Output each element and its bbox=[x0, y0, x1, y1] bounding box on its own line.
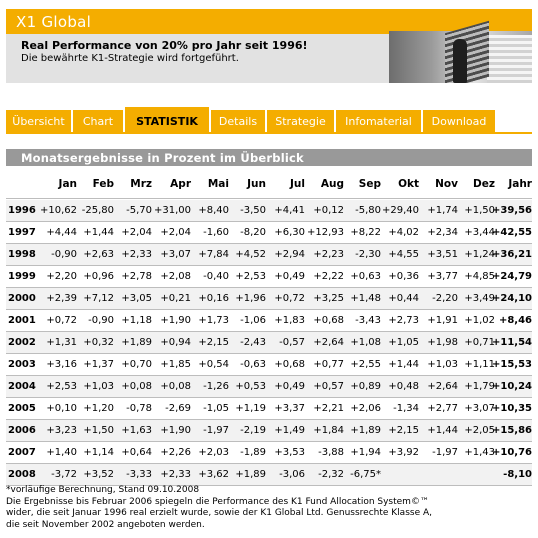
year-total-cell: +10,24 bbox=[491, 381, 532, 392]
row-year: 1997 bbox=[8, 227, 36, 238]
year-total-cell: +15,53 bbox=[491, 359, 532, 370]
month-value-cell: +2,64 bbox=[427, 381, 458, 392]
row-year: 2004 bbox=[8, 381, 36, 392]
month-value-cell: -1,60 bbox=[203, 227, 229, 238]
month-value-cell: +3,23 bbox=[46, 425, 77, 436]
year-total-cell: +10,76 bbox=[491, 447, 532, 458]
month-value-cell: -1,26 bbox=[203, 381, 229, 392]
month-value-cell: +0,16 bbox=[198, 293, 229, 304]
footnote-line: die seit November 2002 angeboten werden. bbox=[6, 519, 205, 530]
month-value-cell: +1,63 bbox=[121, 425, 152, 436]
month-value-cell: +1,19 bbox=[235, 403, 266, 414]
month-value-cell: -3,50 bbox=[240, 205, 266, 216]
month-value-cell: +4,52 bbox=[235, 249, 266, 260]
month-value-cell: -1,06 bbox=[240, 315, 266, 326]
column-header: Apr bbox=[170, 178, 191, 190]
month-value-cell: +1,43 bbox=[464, 447, 495, 458]
month-value-cell: +3,05 bbox=[121, 293, 152, 304]
month-value-cell: -3,33 bbox=[126, 469, 152, 480]
month-value-cell: +0,77 bbox=[313, 359, 344, 370]
month-value-cell: -0,90 bbox=[51, 249, 77, 260]
row-year: 2008 bbox=[8, 469, 36, 480]
row-year: 2005 bbox=[8, 403, 36, 414]
month-value-cell: +1,98 bbox=[427, 337, 458, 348]
header-divider bbox=[6, 198, 532, 199]
month-value-cell: +1,90 bbox=[160, 315, 191, 326]
year-total-cell: +39,56 bbox=[491, 205, 532, 216]
year-total-cell: +11,54 bbox=[491, 337, 532, 348]
month-value-cell: +1,84 bbox=[313, 425, 344, 436]
month-value-cell: +1,89 bbox=[121, 337, 152, 348]
month-value-cell: +0,57 bbox=[313, 381, 344, 392]
month-value-cell: +2,78 bbox=[121, 271, 152, 282]
month-value-cell: +0,70 bbox=[121, 359, 152, 370]
month-value-cell: +2,22 bbox=[313, 271, 344, 282]
column-header: Jan bbox=[58, 178, 77, 190]
footnote bbox=[6, 485, 536, 531]
year-total-cell: +8,46 bbox=[498, 315, 532, 326]
row-year: 2001 bbox=[8, 315, 36, 326]
row-year: 1998 bbox=[8, 249, 36, 260]
month-value-cell: +1,49 bbox=[274, 425, 305, 436]
row-year: 1996 bbox=[8, 205, 36, 216]
month-value-cell: +2,39 bbox=[46, 293, 77, 304]
month-value-cell: +0,63 bbox=[350, 271, 381, 282]
month-value-cell: +1,89 bbox=[235, 469, 266, 480]
month-value-cell: +3,49 bbox=[464, 293, 495, 304]
month-value-cell: -6,75* bbox=[350, 469, 381, 480]
month-value-cell: +2,53 bbox=[235, 271, 266, 282]
month-value-cell: +0,08 bbox=[160, 381, 191, 392]
month-value-cell: +2,26 bbox=[160, 447, 191, 458]
tab-statistik[interactable]: STATISTIK bbox=[125, 107, 209, 132]
month-value-cell: +3,07 bbox=[464, 403, 495, 414]
footnote-line: Die Ergebnisse bis Februar 2006 spiegeln die Performance des K1 Fund Allocation System©™ bbox=[6, 496, 429, 507]
column-header: Jul bbox=[290, 178, 305, 190]
month-value-cell: +8,40 bbox=[198, 205, 229, 216]
month-value-cell: -1,97 bbox=[203, 425, 229, 436]
month-value-cell: +2,21 bbox=[313, 403, 344, 414]
tab-download[interactable]: Download bbox=[423, 110, 495, 132]
month-value-cell: +1,37 bbox=[83, 359, 114, 370]
month-value-cell: +0,36 bbox=[388, 271, 419, 282]
month-value-cell: +0,44 bbox=[388, 293, 419, 304]
month-value-cell: +2,08 bbox=[160, 271, 191, 282]
row-year: 1999 bbox=[8, 271, 36, 282]
month-value-cell: +1,03 bbox=[427, 359, 458, 370]
month-value-cell: +0,94 bbox=[160, 337, 191, 348]
month-value-cell: +3,62 bbox=[198, 469, 229, 480]
row-year: 2006 bbox=[8, 425, 36, 436]
month-value-cell: +1,50 bbox=[464, 205, 495, 216]
column-header: Jun bbox=[247, 178, 266, 190]
month-value-cell: +1,83 bbox=[274, 315, 305, 326]
month-value-cell: +0,21 bbox=[160, 293, 191, 304]
month-value-cell: +3,07 bbox=[160, 249, 191, 260]
tab-underline bbox=[6, 132, 532, 134]
month-value-cell: +1,24 bbox=[464, 249, 495, 260]
column-header: Mrz bbox=[130, 178, 152, 190]
month-value-cell: +1,31 bbox=[46, 337, 77, 348]
column-header: Nov bbox=[435, 178, 458, 190]
column-header: Okt bbox=[398, 178, 419, 190]
header-photo bbox=[389, 9, 532, 83]
month-value-cell: +0,12 bbox=[313, 205, 344, 216]
month-value-cell: +0,64 bbox=[121, 447, 152, 458]
month-value-cell: +1,85 bbox=[160, 359, 191, 370]
month-value-cell: +3,51 bbox=[427, 249, 458, 260]
headline: Real Performance von 20% pro Jahr seit 1996! bbox=[21, 39, 308, 52]
month-value-cell: -3,43 bbox=[355, 315, 381, 326]
month-value-cell: +1,73 bbox=[198, 315, 229, 326]
month-value-cell: +0,10 bbox=[46, 403, 77, 414]
month-value-cell: +0,08 bbox=[121, 381, 152, 392]
month-value-cell: -1,34 bbox=[393, 403, 419, 414]
section-title: Monatsergebnisse in Prozent im Überblick bbox=[21, 151, 304, 165]
month-value-cell: -1,05 bbox=[203, 403, 229, 414]
month-value-cell: -3,72 bbox=[51, 469, 77, 480]
column-header: Mai bbox=[207, 178, 229, 190]
month-value-cell: +2,55 bbox=[350, 359, 381, 370]
month-value-cell: +2,53 bbox=[46, 381, 77, 392]
month-value-cell: +1,20 bbox=[83, 403, 114, 414]
month-value-cell: +3,37 bbox=[274, 403, 305, 414]
subline: Die bewährte K1-Strategie wird fortgeführt. bbox=[21, 53, 239, 64]
month-value-cell: -5,80 bbox=[355, 205, 381, 216]
tab-strategie[interactable]: Strategie bbox=[267, 110, 334, 132]
month-value-cell: +2,77 bbox=[427, 403, 458, 414]
month-value-cell: +1,40 bbox=[46, 447, 77, 458]
month-value-cell: +1,14 bbox=[83, 447, 114, 458]
month-value-cell: +1,50 bbox=[83, 425, 114, 436]
month-value-cell: +31,00 bbox=[153, 205, 191, 216]
month-value-cell: +2,34 bbox=[427, 227, 458, 238]
month-value-cell: +29,40 bbox=[381, 205, 419, 216]
month-value-cell: +2,33 bbox=[121, 249, 152, 260]
month-value-cell: +0,53 bbox=[235, 381, 266, 392]
column-header: Jahr bbox=[508, 178, 532, 190]
month-value-cell: -2,20 bbox=[432, 293, 458, 304]
month-value-cell: +2,33 bbox=[160, 469, 191, 480]
month-value-cell: -2,43 bbox=[240, 337, 266, 348]
photo-person bbox=[453, 39, 467, 83]
footnote-line: *vorläufige Berechnung, Stand 09.10.2008 bbox=[6, 485, 200, 495]
month-value-cell: -1,97 bbox=[432, 447, 458, 458]
month-value-cell: +0,96 bbox=[83, 271, 114, 282]
month-value-cell: +2,06 bbox=[350, 403, 381, 414]
year-total-cell: +36,21 bbox=[491, 249, 532, 260]
month-value-cell: -0,57 bbox=[279, 337, 305, 348]
month-value-cell: +6,30 bbox=[274, 227, 305, 238]
month-value-cell: +4,55 bbox=[388, 249, 419, 260]
column-header: Sep bbox=[358, 178, 381, 190]
month-value-cell: -2,19 bbox=[240, 425, 266, 436]
month-value-cell: +0,48 bbox=[388, 381, 419, 392]
month-value-cell: +8,22 bbox=[350, 227, 381, 238]
year-total-cell: -8,10 bbox=[503, 469, 532, 480]
month-value-cell: +0,68 bbox=[313, 315, 344, 326]
row-year: 2002 bbox=[8, 337, 36, 348]
month-value-cell: +1,44 bbox=[83, 227, 114, 238]
month-value-cell: +1,94 bbox=[350, 447, 381, 458]
month-value-cell: +0,72 bbox=[46, 315, 77, 326]
month-value-cell: -0,78 bbox=[126, 403, 152, 414]
month-value-cell: +0,89 bbox=[350, 381, 381, 392]
month-value-cell: +0,72 bbox=[274, 293, 305, 304]
month-value-cell: +3,16 bbox=[46, 359, 77, 370]
month-value-cell: -3,88 bbox=[318, 447, 344, 458]
month-value-cell: +0,49 bbox=[274, 381, 305, 392]
month-value-cell: +1,74 bbox=[427, 205, 458, 216]
column-header: Aug bbox=[320, 178, 344, 190]
month-value-cell: +2,15 bbox=[198, 337, 229, 348]
year-total-cell: +42,55 bbox=[491, 227, 532, 238]
month-value-cell: +3,52 bbox=[83, 469, 114, 480]
month-value-cell: +2,15 bbox=[388, 425, 419, 436]
row-year: 2007 bbox=[8, 447, 36, 458]
month-value-cell: -0,63 bbox=[240, 359, 266, 370]
month-value-cell: +1,89 bbox=[350, 425, 381, 436]
row-year: 2000 bbox=[8, 293, 36, 304]
month-value-cell: +1,08 bbox=[350, 337, 381, 348]
month-value-cell: +4,02 bbox=[388, 227, 419, 238]
footnote-line: wider, die seit Januar 1996 real erzielt wurde, sowie der K1 Global Ltd. Genussrechte Klasse A, bbox=[6, 508, 432, 518]
month-value-cell: -2,32 bbox=[318, 469, 344, 480]
month-value-cell: -2,69 bbox=[165, 403, 191, 414]
month-value-cell: +0,49 bbox=[274, 271, 305, 282]
month-value-cell: -25,80 bbox=[81, 205, 114, 216]
month-value-cell: +1,02 bbox=[464, 315, 495, 326]
month-value-cell: +1,11 bbox=[464, 359, 495, 370]
month-value-cell: +1,44 bbox=[427, 425, 458, 436]
month-value-cell: +3,92 bbox=[388, 447, 419, 458]
month-value-cell: +3,44 bbox=[464, 227, 495, 238]
month-value-cell: -3,06 bbox=[279, 469, 305, 480]
month-value-cell: +2,03 bbox=[198, 447, 229, 458]
month-value-cell: +2,94 bbox=[274, 249, 305, 260]
month-value-cell: +1,96 bbox=[235, 293, 266, 304]
tab-details[interactable]: Details bbox=[211, 110, 265, 132]
month-value-cell: +2,63 bbox=[83, 249, 114, 260]
month-value-cell: +0,68 bbox=[274, 359, 305, 370]
month-value-cell: +4,85 bbox=[464, 271, 495, 282]
month-value-cell: +2,64 bbox=[313, 337, 344, 348]
row-year: 2003 bbox=[8, 359, 36, 370]
tab-uebersicht[interactable]: Übersicht bbox=[6, 110, 71, 132]
month-value-cell: +7,12 bbox=[83, 293, 114, 304]
month-value-cell: +4,44 bbox=[46, 227, 77, 238]
month-value-cell: +1,90 bbox=[160, 425, 191, 436]
month-value-cell: -5,70 bbox=[126, 205, 152, 216]
brand-title: X1 Global bbox=[16, 13, 92, 31]
tab-chart[interactable]: Chart bbox=[73, 110, 123, 132]
month-value-cell: +1,05 bbox=[388, 337, 419, 348]
month-value-cell: +1,79 bbox=[464, 381, 495, 392]
month-value-cell: +4,41 bbox=[274, 205, 305, 216]
month-value-cell: -0,40 bbox=[203, 271, 229, 282]
year-total-cell: +24,10 bbox=[491, 293, 532, 304]
year-total-cell: +24,79 bbox=[491, 271, 532, 282]
month-value-cell: -1,89 bbox=[240, 447, 266, 458]
month-value-cell: +12,93 bbox=[306, 227, 344, 238]
month-value-cell: -8,20 bbox=[240, 227, 266, 238]
month-value-cell: +0,32 bbox=[83, 337, 114, 348]
year-total-cell: +15,86 bbox=[491, 425, 532, 436]
month-value-cell: +1,48 bbox=[350, 293, 381, 304]
month-value-cell: +2,20 bbox=[46, 271, 77, 282]
month-value-cell: +1,03 bbox=[83, 381, 114, 392]
month-value-cell: +3,77 bbox=[427, 271, 458, 282]
month-value-cell: -0,90 bbox=[88, 315, 114, 326]
month-value-cell: +2,23 bbox=[313, 249, 344, 260]
month-value-cell: +3,53 bbox=[274, 447, 305, 458]
year-total-cell: +10,35 bbox=[491, 403, 532, 414]
month-value-cell: +1,91 bbox=[427, 315, 458, 326]
month-value-cell: +0,54 bbox=[198, 359, 229, 370]
tab-infomaterial[interactable]: Infomaterial bbox=[336, 110, 421, 132]
month-value-cell: +3,25 bbox=[313, 293, 344, 304]
month-value-cell: +10,62 bbox=[39, 205, 77, 216]
month-value-cell: +0,71 bbox=[464, 337, 495, 348]
month-value-cell: -2,30 bbox=[355, 249, 381, 260]
month-value-cell: +2,05 bbox=[464, 425, 495, 436]
column-header: Dez bbox=[473, 178, 495, 190]
month-value-cell: +1,18 bbox=[121, 315, 152, 326]
month-value-cell: +2,73 bbox=[388, 315, 419, 326]
column-header: Feb bbox=[92, 178, 114, 190]
photo-building-right bbox=[487, 35, 532, 83]
month-value-cell: +2,04 bbox=[160, 227, 191, 238]
month-value-cell: +2,04 bbox=[121, 227, 152, 238]
month-value-cell: +7,84 bbox=[198, 249, 229, 260]
month-value-cell: +1,44 bbox=[388, 359, 419, 370]
